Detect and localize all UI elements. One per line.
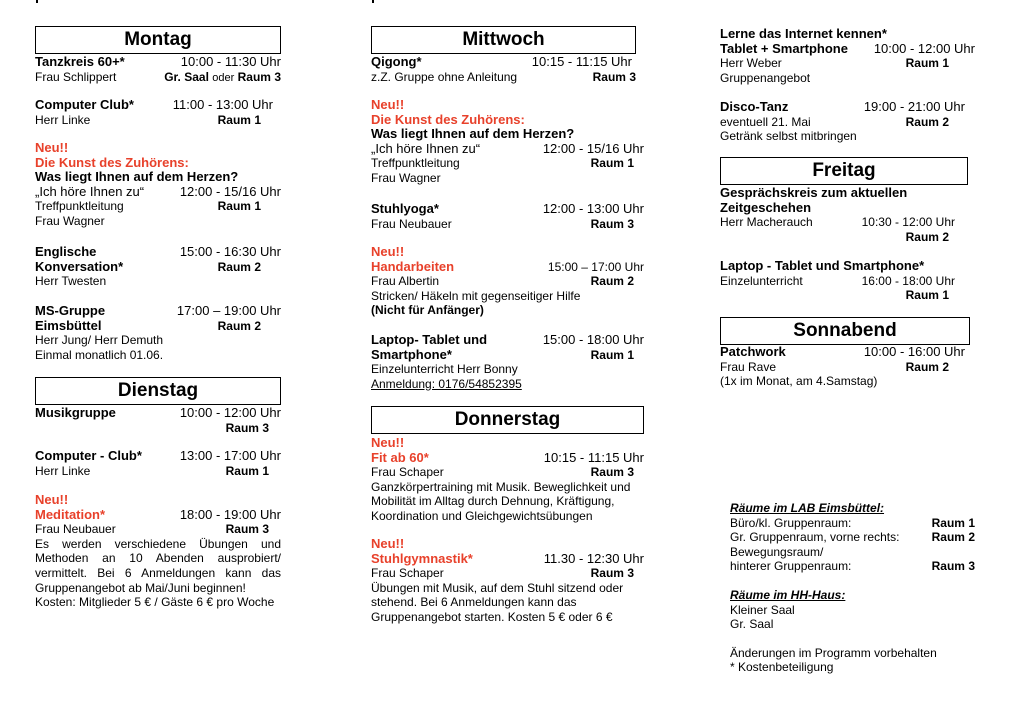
room-1-label: Büro/kl. Gruppenraum:: [730, 515, 852, 530]
event-date: eventuell 21. Mai: [720, 114, 811, 129]
new-badge: Neu!!: [371, 536, 405, 551]
event-room: Raum 3: [590, 566, 634, 581]
event-room: Raum 3: [590, 216, 634, 231]
event-disco-tanz: [720, 100, 975, 144]
event-time: 10:15 - 11:15 Uhr: [531, 54, 632, 69]
event-lead: Treffpunktleitung: [371, 156, 460, 171]
event-meditation: [35, 493, 281, 610]
event-name: Musikgruppe: [35, 405, 116, 420]
event-qigong: [371, 55, 636, 84]
event-laptop-freitag: [720, 259, 975, 303]
event-room: Gr. Saal oder Raum 3: [164, 69, 281, 84]
event-name: Stuhlgymnastik*: [371, 550, 473, 566]
event-person: Herr Macherauch: [720, 215, 813, 230]
day-header-mittwoch: Mittwoch: [371, 26, 636, 54]
event-person: Frau Schaper: [371, 566, 444, 581]
event-time: 16:00 - 18:00 Uhr: [861, 273, 955, 288]
event-name: Laptop - Tablet und Smartphone*: [720, 258, 925, 273]
event-description: Ganzkörpertraining mit Musik. Beweglichkeit und Mobilität im Alltag durch Dehnung, Kräftigung, Koordination und Gleichgewichtsübungen: [371, 479, 631, 523]
event-time: 10:15 - 11:15 Uhr: [543, 449, 644, 465]
program-notice: Änderungen im Programm vorbehalten: [730, 645, 937, 660]
room-3-label-cont: hinterer Gruppenraum:: [730, 559, 852, 574]
event-room: Raum 1: [217, 112, 261, 127]
event-patchwork: [720, 345, 975, 389]
event-handarbeiten: [371, 245, 644, 318]
event-question: Was liegt Ihnen auf dem Herzen?: [35, 169, 239, 185]
event-tanzkreis: [35, 55, 281, 85]
event-room: Raum 1: [225, 463, 269, 478]
event-room: Raum 1: [217, 199, 261, 214]
event-name: Handarbeiten: [371, 258, 455, 274]
new-badge: Neu!!: [35, 140, 69, 155]
hh-room-1: Kleiner Saal: [730, 602, 795, 617]
event-name: Englische: [35, 244, 97, 259]
event-note: Getränk selbst mitbringen: [720, 129, 857, 144]
event-time: 12:00 - 13:00 Uhr: [542, 201, 644, 216]
event-name-cont: Konversation*: [35, 258, 124, 274]
event-subtitle: „Ich höre Ihnen zu“: [35, 183, 145, 199]
event-room: Raum 2: [905, 359, 949, 374]
event-computer-club: [35, 98, 281, 127]
hh-room-2: Gr. Saal: [730, 617, 774, 632]
new-badge: Neu!!: [371, 435, 405, 450]
event-laptop-tablet: [371, 333, 644, 391]
event-name: Qigong*: [371, 54, 422, 69]
event-name: Tanzkreis 60+*: [35, 54, 125, 69]
event-name: Meditation*: [35, 506, 106, 522]
day-header-montag: Montag: [35, 26, 281, 54]
new-badge: Neu!!: [371, 244, 405, 259]
event-time: 12:00 - 15/16 Uhr: [179, 183, 281, 199]
event-computer-club-dienstag: [35, 449, 281, 478]
event-time: 11:00 - 13:00 Uhr: [172, 97, 273, 112]
event-person: Frau Neubauer: [35, 522, 116, 537]
event-type: Einzelunterricht: [720, 273, 803, 288]
event-time: 10:00 - 16:00 Uhr: [863, 344, 965, 359]
event-note: z.Z. Gruppe ohne Anleitung: [371, 69, 518, 84]
event-time: 10:30 - 12:00 Uhr: [861, 215, 955, 230]
event-contact: Anmeldung: 0176/54852395: [371, 376, 522, 391]
event-description: Es werden verschiedene Übungen und Methoden an 10 Abenden ausprobiert/ vermittelt. Bei 6 Anmeldungen kann das Gruppenangebot ab Mai/Juni beginnen!: [35, 536, 281, 595]
event-kunst-des-zuhoerens-mittwoch: [371, 98, 644, 186]
event-time: 12:00 - 15/16 Uhr: [542, 140, 644, 156]
event-name: Disco-Tanz: [720, 99, 789, 114]
event-room: Raum 2: [905, 114, 949, 129]
event-title: Die Kunst des Zuhörens:: [371, 111, 525, 127]
rooms-legend: [730, 501, 975, 675]
top-mark-left: [36, 0, 38, 3]
cost-footnote: * Kostenbeteiligung: [730, 660, 834, 675]
event-note: (Nicht für Anfänger): [371, 303, 484, 318]
event-room: Raum 2: [217, 318, 261, 333]
day-header-freitag: Freitag: [720, 157, 968, 185]
event-stuhlgymnastik: [371, 537, 644, 625]
event-person: Frau Wagner: [371, 170, 441, 185]
event-name-cont: Tablet + Smartphone: [720, 40, 848, 56]
event-time: 10:00 - 12:00 Uhr: [179, 405, 281, 420]
event-name: Gesprächskreis zum aktuellen: [720, 185, 908, 200]
event-person: Frau Schlippert: [35, 69, 117, 84]
event-room: Raum 2: [905, 229, 949, 244]
event-room: Raum 3: [225, 522, 269, 537]
event-person: Frau Wagner: [35, 213, 105, 228]
event-room: Raum 3: [590, 465, 634, 480]
event-room: Raum 1: [905, 288, 949, 303]
event-note: (1x im Monat, am 4.Samstag): [720, 374, 878, 389]
event-person: Frau Neubauer: [371, 216, 452, 231]
event-fit-ab-60: [371, 436, 644, 524]
event-name-cont: Zeitgeschehen: [720, 199, 812, 215]
rooms-lab-title: Räume im LAB Eimsbüttel:: [730, 501, 885, 515]
event-room: Raum 2: [217, 259, 261, 274]
event-question: Was liegt Ihnen auf dem Herzen?: [371, 126, 575, 142]
event-person: Frau Rave: [720, 359, 777, 374]
event-name-cont: Eimsbüttel: [35, 317, 102, 333]
event-person: Herr Linke: [35, 112, 91, 127]
event-name: Computer Club*: [35, 97, 134, 112]
event-name: Patchwork: [720, 344, 786, 359]
event-description: Stricken/ Häkeln mit gegenseitiger Hilfe: [371, 288, 581, 303]
event-time: 10:00 - 12:00 Uhr: [873, 40, 975, 56]
event-room: Raum 2: [590, 274, 634, 289]
day-header-sonnabend: Sonnabend: [720, 317, 970, 345]
room-2-value: Raum 2: [931, 530, 975, 545]
room-2-label: Gr. Gruppenraum, vorne rechts:: [730, 530, 900, 545]
event-room: Raum 3: [225, 420, 269, 435]
event-person: Einzelunterricht Herr Bonny: [371, 362, 518, 377]
new-badge: Neu!!: [371, 97, 405, 112]
rooms-hh-title: Räume im HH-Haus:: [730, 587, 846, 602]
event-name: Fit ab 60*: [371, 449, 429, 465]
event-lead: Treffpunktleitung: [35, 199, 124, 214]
event-name: Stuhlyoga*: [371, 201, 439, 216]
event-name: MS-Gruppe: [35, 303, 106, 318]
event-room: Raum 1: [590, 156, 634, 171]
event-internet-kennen: [720, 27, 975, 85]
day-header-dienstag: Dienstag: [35, 377, 281, 405]
event-time: 18:00 - 19:00 Uhr: [179, 506, 281, 522]
event-gespraechskreis: [720, 186, 975, 244]
event-stuhlyoga: [371, 202, 644, 231]
new-badge: Neu!!: [35, 492, 69, 507]
event-kunst-des-zuhoerens: [35, 141, 281, 229]
event-cost: Kosten: Mitglieder 5 € / Gäste 6 € pro Woche: [35, 595, 275, 610]
event-time: 10:00 - 11:30 Uhr: [180, 54, 281, 69]
event-name: Lerne das Internet kennen*: [720, 26, 887, 41]
event-time: 17:00 – 19:00 Uhr: [176, 303, 281, 318]
event-person: Herr Twesten: [35, 274, 107, 289]
event-name-cont: Smartphone*: [371, 346, 452, 362]
event-time: 11.30 - 12:30 Uhr: [543, 550, 644, 566]
event-musikgruppe: [35, 406, 281, 435]
event-person: Herr Jung/ Herr Demuth: [35, 333, 164, 348]
event-time: 15:00 - 18:00 Uhr: [542, 332, 644, 347]
event-time: 19:00 - 21:00 Uhr: [863, 99, 965, 114]
event-note: Einmal monatlich 01.06.: [35, 347, 164, 362]
event-englische-konversation: [35, 245, 281, 289]
event-description: Übungen mit Musik, auf dem Stuhl sitzend oder stehend. Bei 6 Anmeldungen kann das Gruppenangebot starten. Kosten 5 € oder 6 €: [371, 580, 624, 624]
event-name: Computer - Club*: [35, 448, 142, 463]
event-person: Frau Albertin: [371, 274, 440, 289]
event-person: Herr Weber: [720, 56, 782, 71]
event-time: 13:00 - 17:00 Uhr: [179, 448, 281, 463]
event-time: 15:00 - 16:30 Uhr: [179, 244, 281, 259]
top-mark-center: [372, 0, 374, 3]
room-1-value: Raum 1: [931, 515, 975, 530]
event-subtitle: „Ich höre Ihnen zu“: [371, 140, 481, 156]
day-header-donnerstag: Donnerstag: [371, 406, 644, 434]
event-room: Raum 3: [592, 69, 636, 84]
event-title: Die Kunst des Zuhörens:: [35, 154, 189, 170]
room-3-value: Raum 3: [931, 559, 975, 574]
room-3-label: Bewegungsraum/: [730, 544, 824, 559]
event-room: Raum 1: [905, 56, 949, 71]
event-ms-gruppe: [35, 304, 281, 362]
event-name: Laptop- Tablet und: [371, 332, 488, 347]
event-person: Herr Linke: [35, 463, 91, 478]
event-time: 15:00 – 17:00 Uhr: [547, 259, 644, 274]
event-note: Gruppenangebot: [720, 70, 811, 85]
event-room: Raum 1: [590, 347, 634, 362]
event-person: Frau Schaper: [371, 465, 444, 480]
